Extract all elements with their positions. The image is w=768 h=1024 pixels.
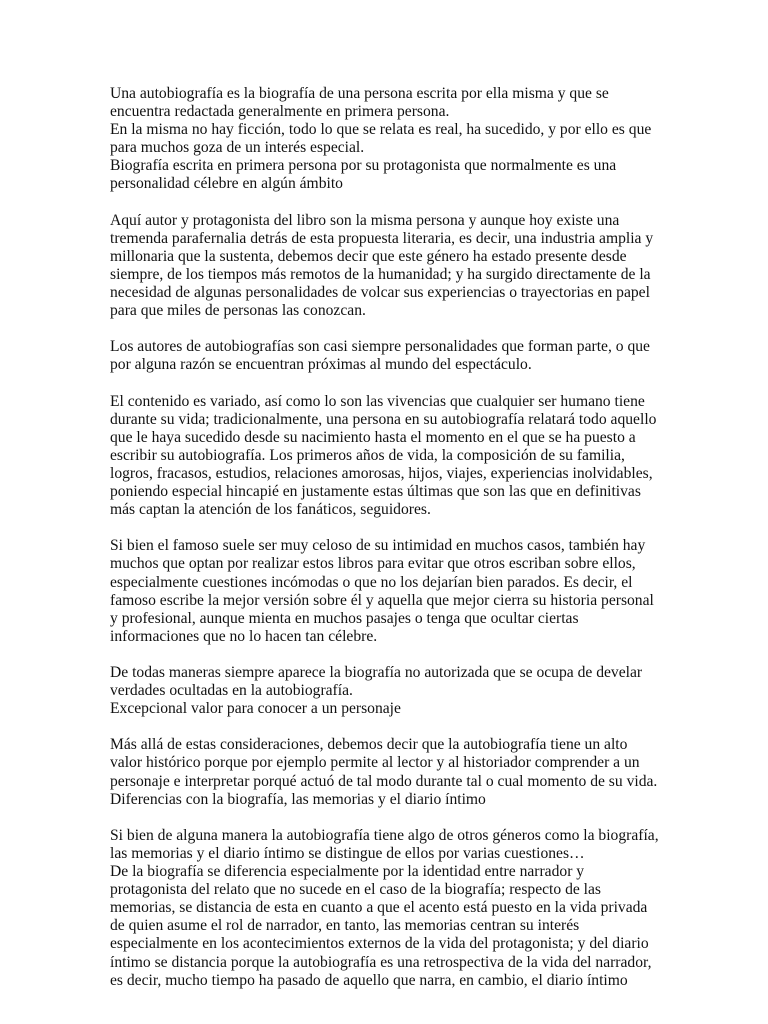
text-line: Diferencias con la biografía, las memorias y el diario íntimo bbox=[110, 790, 486, 808]
text-line: las memorias y el diario íntimo se distingue de ellos por varias cuestiones… bbox=[110, 844, 585, 862]
paragraph bbox=[110, 537, 738, 646]
text-line: durante su vida; tradicionalmente, una persona en su autobiografía relatará todo aquello bbox=[110, 410, 657, 428]
paragraph bbox=[110, 85, 738, 194]
text-line: es decir, mucho tiempo ha pasado de aquello que narra, en cambio, el diario íntimo bbox=[110, 971, 628, 989]
text-line: logros, fracasos, estudios, relaciones amorosas, hijos, viajes, experiencias inolvidables, bbox=[110, 464, 653, 482]
text-line: necesidad de algunas personalidades de volcar sus experiencias o trayectorias en papel bbox=[110, 284, 650, 302]
text-line: verdades ocultadas en la autobiografía. bbox=[110, 682, 353, 700]
text-line: Más allá de estas consideraciones, debemos decir que la autobiografía tiene un alto bbox=[110, 736, 628, 754]
paragraph bbox=[110, 212, 738, 321]
text-line: Aquí autor y protagonista del libro son la misma persona y aunque hoy existe una bbox=[110, 211, 620, 229]
text-line: protagonista del relato que no sucede en el caso de la biografía; respecto de las bbox=[110, 881, 602, 899]
paragraph bbox=[110, 338, 738, 374]
paragraph bbox=[110, 736, 738, 808]
text-line: famoso escribe la mejor versión sobre él y aquella que mejor cierra su historia personal bbox=[110, 591, 654, 609]
text-line: poniendo especial hincapié en justamente estas últimas que son las que en definitivas bbox=[110, 483, 641, 501]
text-line: memorias, se distancia de esta en cuanto a que el acento está puesto en la vida privada bbox=[110, 899, 648, 917]
text-line: de quien asume el rol de narrador, en tanto, las memorias centran su interés bbox=[110, 917, 580, 935]
paragraph bbox=[110, 664, 738, 718]
text-line: tremenda parafernalia detrás de esta propuesta literaria, es decir, una industria amplia y bbox=[110, 229, 654, 247]
text-line: especialmente en los acontecimientos externos de la vida del protagonista; y del diario bbox=[110, 935, 649, 953]
document-body bbox=[110, 85, 738, 990]
text-line: para muchos goza de un interés especial. bbox=[110, 139, 365, 157]
text-line: valor histórico porque por ejemplo permite al lector y al historiador comprender a un bbox=[110, 754, 640, 772]
text-line: En la misma no hay ficción, todo lo que se relata es real, ha sucedido, y por ello es que bbox=[110, 121, 652, 139]
text-line: encuentra redactada generalmente en primera persona. bbox=[110, 103, 450, 121]
text-line: De la biografía se diferencia especialmente por la identidad entre narrador y bbox=[110, 863, 585, 881]
text-line: que le haya sucedido desde su nacimiento hasta el momento en el que se ha puesto a bbox=[110, 428, 636, 446]
text-line: Los autores de autobiografías son casi siempre personalidades que forman parte, o que bbox=[110, 338, 650, 356]
text-line: El contenido es variado, así como lo son las vivencias que cualquier ser humano tiene bbox=[110, 392, 645, 410]
text-line: y profesional, aunque mienta en muchos pasajes o tenga que ocultar ciertas bbox=[110, 609, 579, 627]
text-line: Una autobiografía es la biografía de una persona escrita por ella misma y que se bbox=[110, 85, 609, 102]
text-line: Excepcional valor para conocer a un personaje bbox=[110, 700, 401, 718]
paragraph bbox=[110, 393, 738, 520]
text-line: Si bien el famoso suele ser muy celoso de su intimidad en muchos casos, también hay bbox=[110, 537, 646, 555]
paragraph bbox=[110, 827, 738, 990]
text-line: personalidad célebre en algún ámbito bbox=[110, 175, 343, 193]
text-line: más captan la atención de los fanáticos, seguidores. bbox=[110, 501, 431, 519]
text-line: íntimo se distancia porque la autobiografía es una retrospectiva de la vida del narrador, bbox=[110, 953, 652, 971]
text-line: para que miles de personas las conozcan. bbox=[110, 302, 366, 320]
text-line: millonaria que la sustenta, debemos decir que este género ha estado presente desde bbox=[110, 247, 627, 265]
text-line: De todas maneras siempre aparece la biografía no autorizada que se ocupa de develar bbox=[110, 664, 643, 681]
text-line: especialmente cuestiones incómodas o que no los dejarían bien parados. Es decir, el bbox=[110, 573, 633, 591]
text-line: escribir su autobiografía. Los primeros años de vida, la composición de su familia, bbox=[110, 446, 625, 464]
text-line: muchos que optan por realizar estos libros para evitar que otros escriban sobre ellos, bbox=[110, 555, 636, 573]
text-line: por alguna razón se encuentran próximas al mundo del espectáculo. bbox=[110, 356, 532, 374]
text-line: siempre, de los tiempos más remotos de la humanidad; y ha surgido directamente de la bbox=[110, 265, 651, 283]
text-line: Si bien de alguna manera la autobiografía tiene algo de otros géneros como la biografía, bbox=[110, 826, 659, 844]
text-line: personaje e interpretar porqué actuó de tal modo durante tal o cual momento de su vida. bbox=[110, 772, 658, 790]
text-line: informaciones que no lo hacen tan célebre. bbox=[110, 627, 378, 645]
text-line: Biografía escrita en primera persona por su protagonista que normalmente es una bbox=[110, 157, 617, 175]
